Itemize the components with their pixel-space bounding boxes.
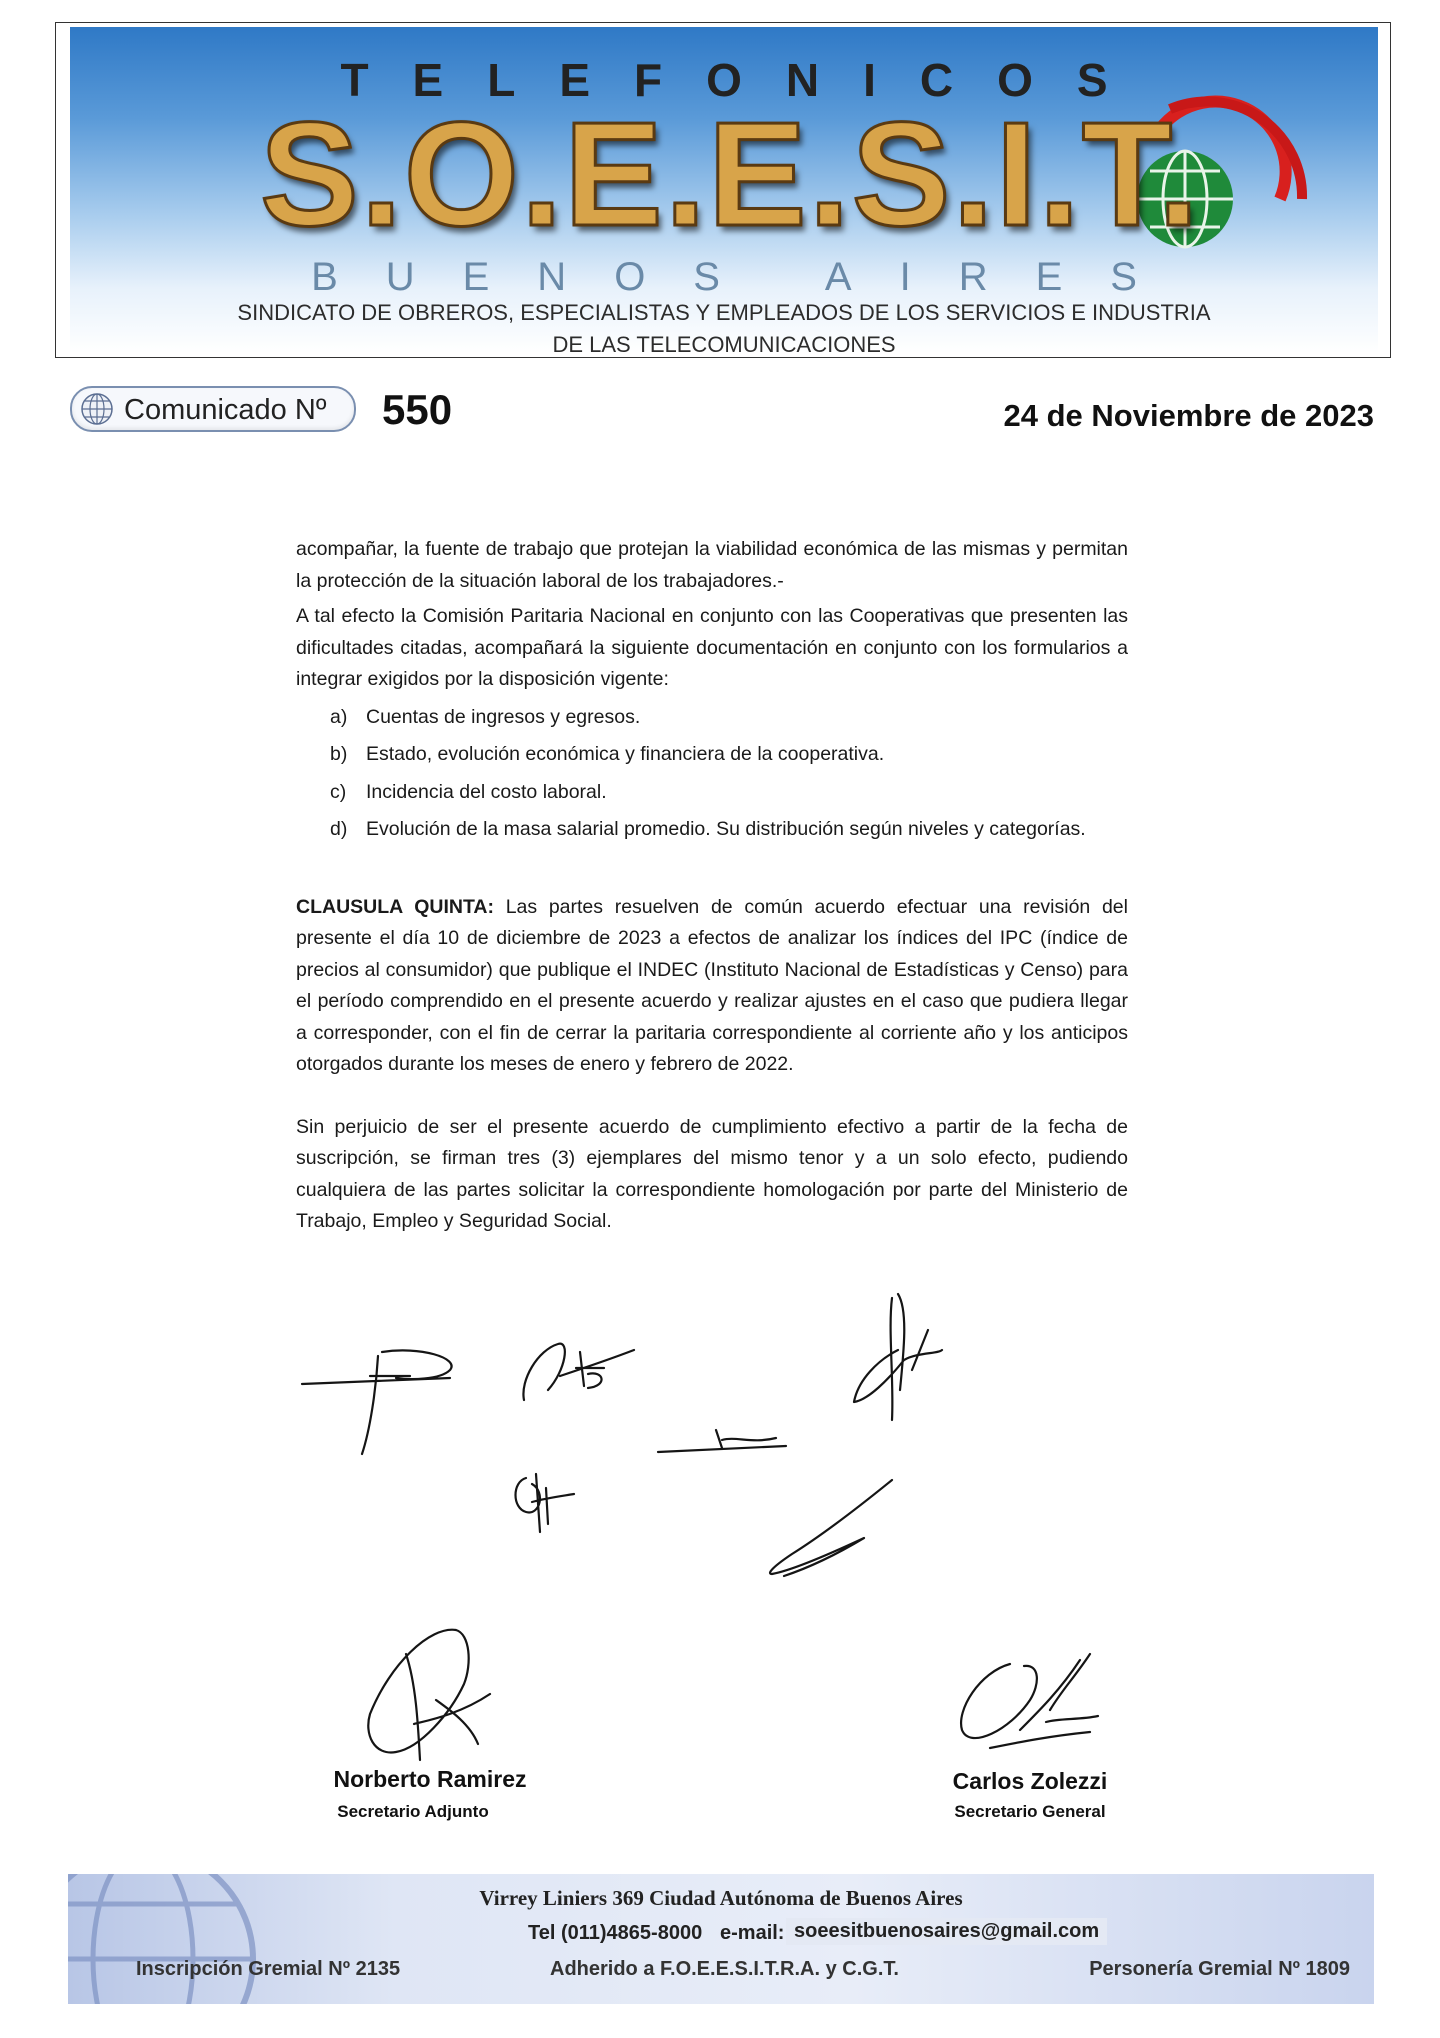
document-body [296, 534, 1128, 1238]
list-text: Incidencia del costo laboral. [366, 780, 607, 803]
signature-2 [518, 1330, 636, 1410]
list-marker: d) [330, 818, 348, 840]
banner-description [70, 297, 1378, 353]
signatory-role-1: Secretario Adjunto [337, 1802, 489, 1821]
signature-4 [848, 1290, 948, 1430]
list-text: Evolución de la masa salarial promedio. Su distribución según niveles y categorías. [366, 818, 1086, 840]
signatory-name-1: Norberto Ramirez [333, 1766, 527, 1792]
list-marker: b) [330, 743, 348, 765]
list-item [296, 777, 1128, 809]
banner-city: BUENOS AIRES [311, 255, 1185, 299]
footer-inscripcion: Inscripción Gremial Nº 2135 [136, 1958, 401, 1980]
paragraph-1: acompañar, la fuente de trabajo que protejan la viabilidad económica de las mismas y permitan la protección de la situación laboral de los trabajadores.- [296, 538, 1128, 592]
banner-desc-line2: DE LAS TELECOMUNICACIONES [552, 332, 896, 353]
banner-desc-line1: SINDICATO DE OBREROS, ESPECIALISTAS Y EMPLEADOS DE LOS SERVICIOS E INDUSTRIA [237, 300, 1211, 325]
list-item [296, 739, 1128, 771]
signature-6 [764, 1478, 894, 1578]
clause-title: CLAUSULA QUINTA: [296, 895, 494, 918]
signatory-role-2: Secretario General [954, 1802, 1106, 1821]
footer-email[interactable]: soeesitbuenosaires@gmail.com [786, 1918, 1107, 1945]
soeesit-logo: S.O.E.E.S.I.T. [260, 92, 1201, 257]
communique-label: Comunicado Nº [124, 394, 327, 426]
clause-text: Las partes resuelven de común acuerdo efectuar una revisión del presente el día 10 de diciembre de 2023 a efectos de analizar los índices del IPC (índice de precios al consumidor) que publique el INDEC (Instituto Nacional de Estadísticas y Censo) para el período comprendido en el presente acuerdo y realizar ajustes en el caso que pudiera llegar a corresponder, con el fin de cerrar la paritaria correspondiente al corriente año y los anticipos otorgados durante los meses de enero y febrero de 2022. [296, 895, 1128, 1075]
signature-3 [656, 1418, 794, 1458]
footer-address: Virrey Liniers 369 Ciudad Autónoma de Buenos Aires [479, 1886, 963, 1910]
banner-background [70, 27, 1378, 353]
list-marker: c) [330, 780, 347, 803]
list-item [296, 702, 1128, 734]
paragraph-2: A tal efecto la Comisión Paritaria Nacional en conjunto con las Cooperativas que presenten las dificultades citadas, acompañará la siguiente documentación en conjunto con los formularios a integrar exigidos por la disposición vigente: [296, 605, 1128, 690]
banner-top-word: TELEFONICOS [340, 54, 1152, 106]
signatory-name-2: Carlos Zolezzi [952, 1768, 1108, 1794]
final-paragraph: Sin perjuicio de ser el presente acuerdo de cumplimiento efectivo a partir de la fecha de suscripción, se firman tres (3) ejemplares del mismo tenor y a un solo efecto, pudiendo cualquiera de las partes solicitar la correspondiente homologación por parte del Ministerio de Trabajo, Empleo y Seguridad Social. [296, 1115, 1128, 1232]
footer-personeria: Personería Gremial Nº 1809 [1089, 1958, 1350, 1980]
list-text: Estado, evolución económica y financiera de la cooperativa. [366, 743, 885, 765]
communique-number: 550 [382, 386, 453, 433]
footer-email-label: e-mail: [720, 1922, 785, 1944]
communique-badge [70, 386, 356, 432]
footer-phone: Tel (011)4865-8000 [528, 1922, 703, 1944]
list-text: Cuentas de ingresos y egresos. [366, 705, 641, 728]
footer-adherido: Adherido a F.O.E.E.S.I.T.R.A. y C.G.T. [550, 1958, 899, 1980]
clause-quinta [296, 892, 1128, 1081]
signature-1 [300, 1340, 460, 1460]
list-marker: a) [330, 705, 348, 728]
communique-date: 24 de Noviembre de 2023 [1003, 398, 1374, 433]
signature-carlos-zolezzi [950, 1650, 1100, 1760]
footer-banner [68, 1874, 1374, 2004]
signature-5 [506, 1468, 576, 1538]
list-item [296, 814, 1128, 846]
documentation-list [296, 702, 1128, 846]
header-banner [55, 22, 1391, 358]
globe-icon [80, 392, 114, 426]
signature-norberto-ramirez [360, 1624, 500, 1764]
